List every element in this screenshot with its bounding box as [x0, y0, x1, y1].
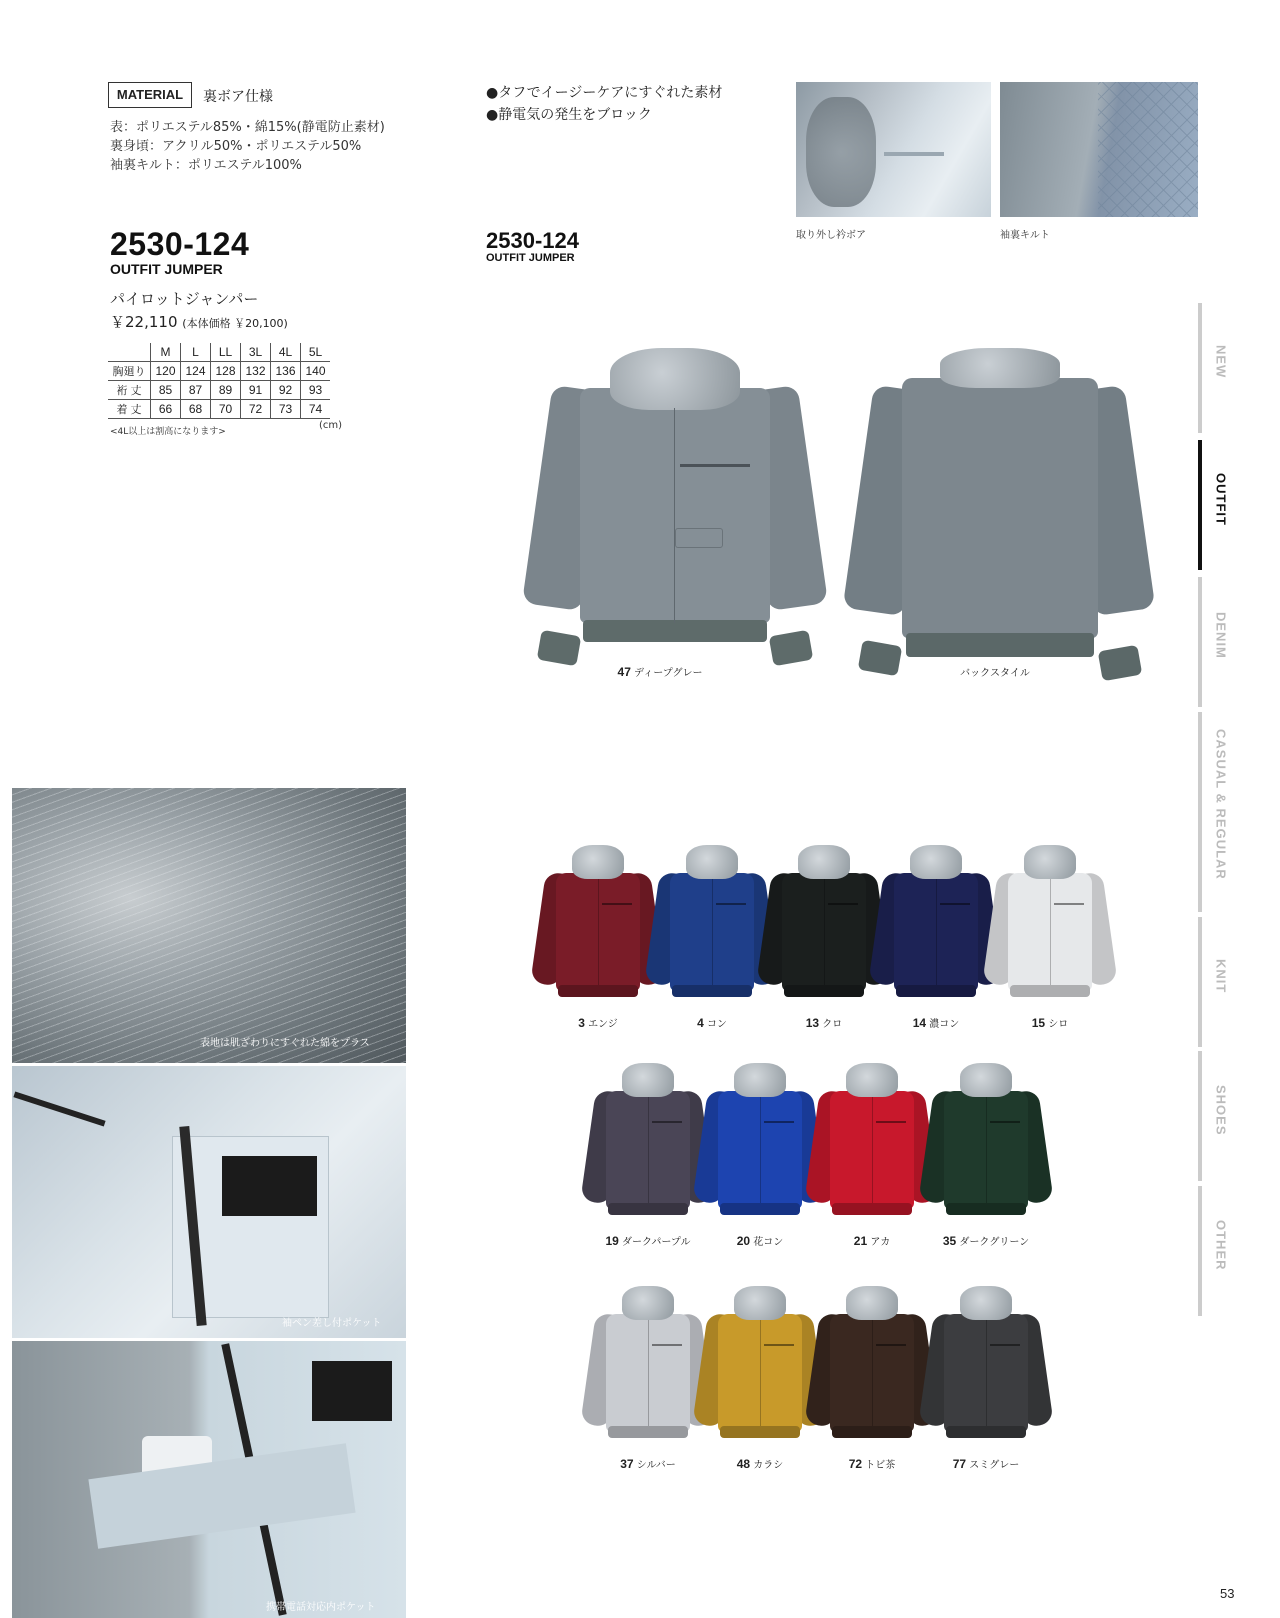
- nav-label: NEW: [1213, 345, 1229, 379]
- color-num: 15: [1031, 1016, 1046, 1030]
- color-jacket: [926, 1286, 1046, 1446]
- size-corner: [108, 343, 151, 362]
- price-value: ￥22,110: [110, 313, 178, 331]
- color-name: 花コン: [753, 1237, 784, 1248]
- table-cell: 92: [271, 381, 301, 400]
- nav-divider: [1198, 917, 1202, 1047]
- color-jacket: [990, 845, 1110, 1005]
- feature-item: ●静電気の発生をブロック: [486, 107, 652, 123]
- nav-label: OTHER: [1213, 1220, 1229, 1271]
- nav-item-outfit[interactable]: [1207, 473, 1235, 526]
- material-line: 裏身頃：アクリル50%・ポリエステル50%: [110, 139, 362, 154]
- color-jacket: [538, 845, 658, 1005]
- page-number: 53: [1220, 1586, 1235, 1601]
- table-cell: 128: [211, 362, 241, 381]
- color-num: 35: [942, 1234, 957, 1248]
- color-name: アカ: [870, 1237, 891, 1248]
- color-name: カラシ: [753, 1460, 784, 1471]
- color-num: 19: [605, 1234, 619, 1248]
- color-name: シルバー: [636, 1460, 676, 1471]
- tora-logo-patch: [312, 1361, 392, 1421]
- color-num: 13: [805, 1016, 820, 1030]
- color-name: エンジ: [588, 1019, 618, 1030]
- size-unit: (cm): [319, 420, 343, 431]
- color-name: ディープグレー: [634, 668, 703, 679]
- sleeve-lining-photo: [1000, 82, 1198, 217]
- size-table: [108, 343, 330, 419]
- product-series: OUTFIT JUMPER: [110, 261, 223, 277]
- color-name: 濃コン: [929, 1019, 960, 1030]
- size-note: <4L以上は割高になります>: [110, 427, 226, 437]
- color-name: コン: [706, 1019, 727, 1030]
- nav-item-other[interactable]: [1207, 1220, 1235, 1271]
- color-jacket: [588, 1063, 708, 1223]
- size-header-row: [108, 343, 330, 362]
- size-header: LL: [211, 343, 241, 362]
- table-cell: 124: [181, 362, 211, 381]
- nav-divider: [1198, 1186, 1202, 1316]
- tora-logo-patch: [222, 1156, 317, 1216]
- table-cell: 68: [181, 400, 211, 419]
- color-jacket: [700, 1286, 820, 1446]
- nav-divider: [1198, 577, 1202, 707]
- product-code: 2530-124: [110, 226, 250, 262]
- size-header: 3L: [241, 343, 271, 362]
- nav-label: DENIM: [1213, 612, 1229, 659]
- nav-item-new[interactable]: [1207, 345, 1235, 378]
- pen-pocket-caption: 袖ペン差し付ポケット: [282, 1318, 382, 1329]
- table-cell: 140: [301, 362, 331, 381]
- color-jacket: [700, 1063, 820, 1223]
- table-cell: 72: [241, 400, 271, 419]
- fur-closeup-photo: [12, 788, 406, 1063]
- color-name: ダークパープル: [622, 1237, 691, 1248]
- nav-divider: [1198, 303, 1202, 433]
- pen-pocket-photo: [12, 1066, 406, 1338]
- color-num: 72: [848, 1457, 863, 1471]
- material-badge: MATERIAL: [108, 82, 192, 108]
- phone-pocket-photo: [12, 1341, 406, 1618]
- color-num: 77: [952, 1457, 967, 1471]
- table-cell: 73: [271, 400, 301, 419]
- color-num: 21: [853, 1234, 868, 1248]
- table-cell: 87: [181, 381, 211, 400]
- size-header: L: [181, 343, 211, 362]
- product-price: [110, 311, 288, 332]
- jacket-back-main: [850, 348, 1150, 688]
- material-title: 裏ボア仕様: [203, 89, 273, 105]
- color-jacket: [812, 1063, 932, 1223]
- color-num: 4: [697, 1016, 704, 1030]
- nav-item-shoes[interactable]: [1207, 1085, 1235, 1136]
- color-label: [980, 1015, 1120, 1030]
- product-name: パイロットジャンパー: [110, 290, 259, 308]
- nav-label: KNIT: [1213, 959, 1229, 994]
- table-cell: 74: [301, 400, 331, 419]
- table-cell: 70: [211, 400, 241, 419]
- product-code-secondary: 2530-124: [486, 228, 579, 253]
- price-note: (本体価格 ￥20,100): [182, 317, 288, 330]
- color-name: スミグレー: [969, 1460, 1020, 1471]
- size-header: 5L: [301, 343, 331, 362]
- color-name: ダークグリーン: [959, 1237, 1030, 1248]
- table-cell: 89: [211, 381, 241, 400]
- row-label: 着 丈: [108, 400, 151, 419]
- color-name: クロ: [822, 1019, 843, 1030]
- color-jacket: [588, 1286, 708, 1446]
- color-jacket: [876, 845, 996, 1005]
- nav-item-casual-regular[interactable]: [1207, 729, 1235, 880]
- color-name: シロ: [1048, 1019, 1069, 1030]
- feature-item: ●タフでイージーケアにすぐれた素材: [486, 85, 723, 101]
- color-name: トビ茶: [865, 1460, 896, 1471]
- color-num: 14: [912, 1016, 927, 1030]
- phone-pocket-caption: 携帯電話対応内ポケット: [266, 1602, 376, 1613]
- jacket-back-label: バックスタイル: [960, 668, 1030, 679]
- color-num: 3: [578, 1016, 585, 1030]
- nav-item-denim[interactable]: [1207, 612, 1235, 659]
- nav-label: SHOES: [1213, 1085, 1229, 1136]
- material-line: 袖裏キルト：ポリエステル100%: [110, 158, 302, 173]
- collar-detail-photo: [796, 82, 991, 217]
- table-cell: 91: [241, 381, 271, 400]
- table-cell: 93: [301, 381, 331, 400]
- table-cell: 66: [151, 400, 181, 419]
- color-num: 37: [620, 1457, 634, 1471]
- collar-detail-caption: 取り外し衿ボア: [796, 230, 866, 241]
- nav-divider: [1198, 712, 1202, 912]
- table-cell: 132: [241, 362, 271, 381]
- table-cell: 85: [151, 381, 181, 400]
- color-num: 48: [736, 1457, 751, 1471]
- size-header: M: [151, 343, 181, 362]
- color-jacket: [652, 845, 772, 1005]
- row-label: 裄 丈: [108, 381, 151, 400]
- table-cell: 120: [151, 362, 181, 381]
- nav-divider-active: [1198, 440, 1202, 570]
- nav-label: CASUAL & REGULAR: [1213, 729, 1229, 880]
- nav-label: OUTFIT: [1213, 473, 1229, 526]
- color-jacket: [812, 1286, 932, 1446]
- jacket-front-label: [585, 664, 735, 679]
- color-label: [916, 1233, 1056, 1248]
- nav-divider: [1198, 1051, 1202, 1181]
- color-label: [916, 1456, 1056, 1471]
- table-row: [108, 362, 330, 381]
- color-num: 47: [617, 665, 631, 679]
- sleeve-lining-caption: 袖裏キルト: [1000, 230, 1050, 241]
- nav-item-knit[interactable]: [1207, 959, 1235, 993]
- jacket-front-main: [525, 348, 825, 678]
- size-header: 4L: [271, 343, 301, 362]
- material-line: 表：ポリエステル85%・綿15%(静電防止素材): [110, 120, 385, 135]
- table-row: [108, 381, 330, 400]
- color-jacket: [764, 845, 884, 1005]
- table-row: [108, 400, 330, 419]
- color-jacket: [926, 1063, 1046, 1223]
- color-num: 20: [736, 1234, 751, 1248]
- product-series-secondary: OUTFIT JUMPER: [486, 252, 575, 264]
- fur-caption: 表地は肌ざわりにすぐれた綿をプラス: [200, 1038, 370, 1049]
- row-label: 胸廻り: [108, 362, 151, 381]
- table-cell: 136: [271, 362, 301, 381]
